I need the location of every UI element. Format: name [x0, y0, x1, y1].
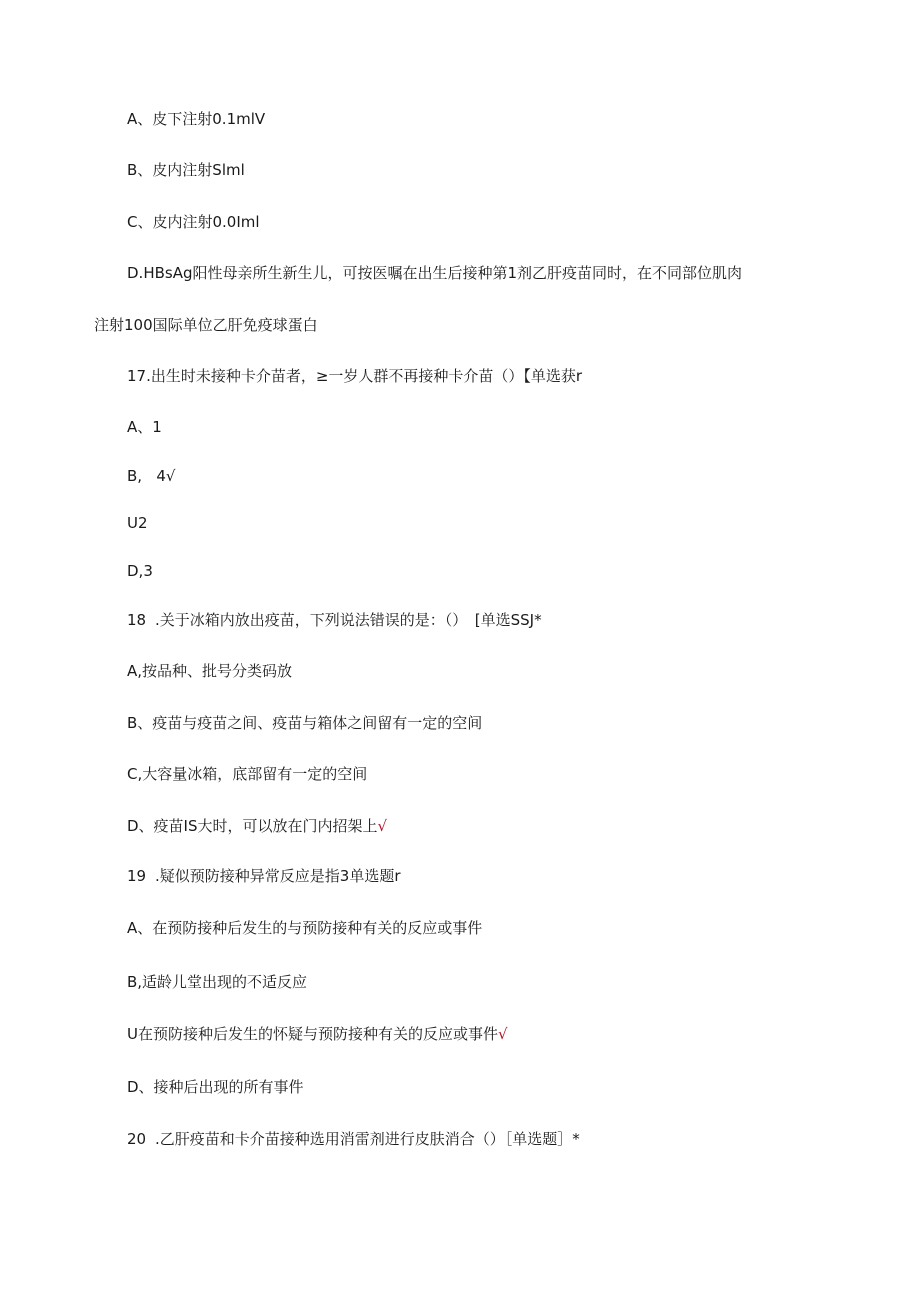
option-text: U在预防接种后发生的怀疑与预防接种有关的反应或事件 [127, 1025, 498, 1043]
option-text: A、皮下注射0.1ml [127, 110, 255, 128]
answer-mark: V [254, 110, 266, 128]
option-line: B、皮内注射Slml [127, 161, 245, 179]
option-line: A、在预防接种后发生的与预防接种有关的反应或事件 [127, 919, 483, 937]
option-line [127, 816, 387, 836]
option-label: B, [127, 467, 143, 485]
option-line-continued: 注射100国际单位乙肝免疫球蛋白 [94, 316, 318, 334]
question-20 [127, 1129, 580, 1149]
question-number: 18 [127, 611, 147, 629]
question-17: 17.出生时未接种卡介苗者，≥一岁人群不再接种卡介苗（）【单选获r [127, 367, 583, 385]
option-line [127, 1024, 508, 1044]
option-line: C,大容量冰箱，底部留有一定的空间 [127, 765, 368, 783]
option-line: B,适龄儿堂出现的不适反应 [127, 973, 308, 991]
question-18 [127, 610, 542, 630]
option-line: B、疫苗与疫苗之间、疫苗与箱体之间留有一定的空间 [127, 714, 483, 732]
question-text: .关于冰箱内放出疫苗，下列说法错误的是：（） [单选SSJ* [155, 611, 542, 629]
option-line [127, 109, 265, 129]
option-line: A、1 [127, 418, 162, 436]
option-line: D,3 [127, 562, 153, 580]
question-19 [127, 866, 400, 886]
question-number: 19 [127, 867, 147, 885]
answer-mark: √ [165, 467, 176, 485]
question-text: .乙肝疫苗和卡介苗接种选用消雷剂进行皮肤消合（）［单选题］* [155, 1130, 580, 1148]
option-line [127, 466, 175, 486]
answer-mark: √ [497, 1025, 508, 1043]
option-line: D、接种后出现的所有事件 [127, 1078, 304, 1096]
option-line: U2 [127, 514, 148, 532]
option-line: C、皮内注射0.0Iml [127, 213, 260, 231]
option-line: A,按品种、批号分类码放 [127, 662, 293, 680]
option-value: 4 [156, 467, 166, 485]
question-text: .疑似预防接种异常反应是指3单选题r [155, 867, 401, 885]
answer-mark: √ [377, 817, 388, 835]
option-text: D、疫苗IS大时，可以放在门内招架上 [127, 817, 378, 835]
option-line: D.HBsAg阳性母亲所生新生儿，可按医嘱在出生后接种第1剂乙肝疫苗同时，在不同部位肌肉 [127, 264, 743, 282]
question-number: 20 [127, 1130, 147, 1148]
